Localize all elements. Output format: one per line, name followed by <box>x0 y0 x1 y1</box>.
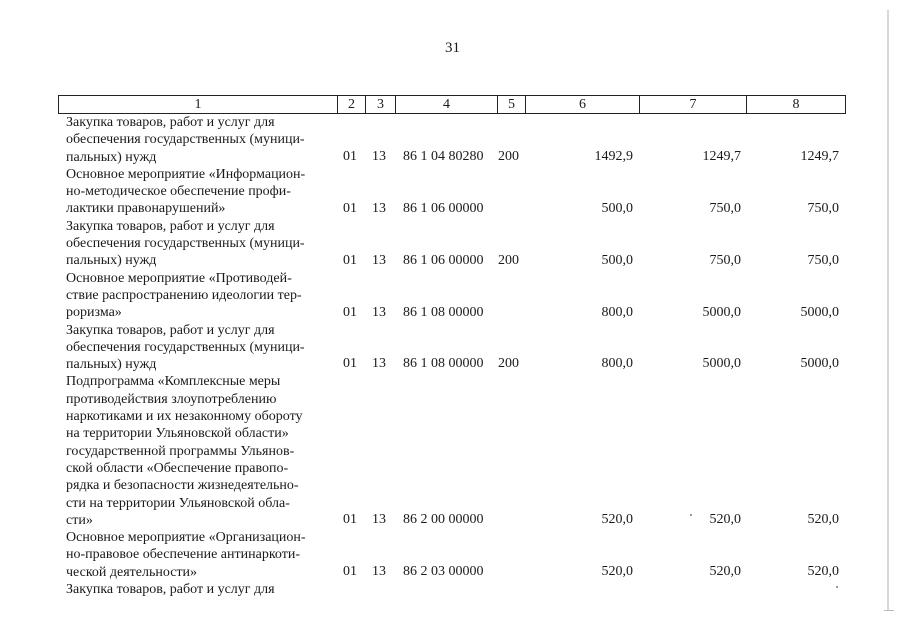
column-header-3: 3 <box>365 96 395 113</box>
row-section: 01 <box>343 512 357 528</box>
row-amount-col6: 500,0 <box>601 252 633 268</box>
row-target-code: 86 1 08 00000 <box>403 356 484 372</box>
scan-edge-mark <box>887 10 889 610</box>
row-subsection: 13 <box>372 356 386 372</box>
row-name: Подпрограмма «Комплексные меры противодействия злоупотреблению наркотиками и их незаконному обороту на территории Ульяновской области» государственной программы Ульянов- ской области «Обеспечение правопо- рядка и безопасности жизнедеятельно- сти на территории Ульяновской обла- сти» <box>66 374 303 528</box>
row-amount-col7: 750,0 <box>709 200 741 216</box>
row-amount-col8: 1249,7 <box>800 148 839 164</box>
column-header-7: 7 <box>639 96 746 113</box>
column-header-8: 8 <box>746 96 845 113</box>
row-section: 01 <box>343 252 357 268</box>
row-amount-col7: 5000,0 <box>702 304 741 320</box>
row-subsection: 13 <box>372 512 386 528</box>
row-amount-col7: 1249,7 <box>702 148 741 164</box>
row-name: Основное мероприятие «Организацион- но-правовое обеспечение антинаркоти- ческой деятельности» <box>66 530 306 580</box>
row-amount-col8: 520,0 <box>807 512 839 528</box>
table-header <box>58 95 846 114</box>
page-number: 31 <box>445 40 460 56</box>
row-amount-col6: 800,0 <box>601 304 633 320</box>
row-amount-col6: 500,0 <box>601 200 633 216</box>
table-row <box>0 218 905 270</box>
row-subsection: 13 <box>372 564 386 580</box>
row-amount-col7: 5000,0 <box>702 356 741 372</box>
row-name: Закупка товаров, работ и услуг для обеспечения государственных (муници- пальных) нужд <box>66 218 305 269</box>
row-amount-col8: 750,0 <box>807 200 839 216</box>
table-row <box>0 114 905 166</box>
row-amount-col6: 1492,9 <box>594 148 633 164</box>
row-amount-col6: 800,0 <box>601 356 633 372</box>
row-name: Закупка товаров, работ и услуг для обеспечения государственных (муници- пальных) нужд <box>66 322 305 373</box>
row-section: 01 <box>343 564 357 580</box>
row-name: Закупка товаров, работ и услуг для обеспечения государственных (муници- пальных) нужд <box>66 115 305 165</box>
row-amount-col8: 5000,0 <box>800 356 839 372</box>
row-amount-col8: 750,0 <box>807 252 839 268</box>
row-section: 01 <box>343 356 357 372</box>
column-header-4: 4 <box>395 96 497 113</box>
table-row <box>0 322 905 374</box>
row-target-code: 86 2 00 00000 <box>403 512 484 528</box>
row-section: 01 <box>343 304 357 320</box>
row-name: Основное мероприятие «Информацион- но-методическое обеспечение профи- лактики правонарушений» <box>66 166 306 217</box>
row-target-code: 86 1 08 00000 <box>403 304 484 320</box>
table-row <box>0 373 905 529</box>
row-subsection: 13 <box>372 252 386 268</box>
row-subsection: 13 <box>372 148 386 164</box>
table-row <box>0 581 905 598</box>
row-amount-col7: 750,0 <box>709 252 741 268</box>
row-target-code: 86 1 06 00000 <box>403 252 484 268</box>
row-subsection: 13 <box>372 200 386 216</box>
row-target-code: 86 2 03 00000 <box>403 564 484 580</box>
row-subsection: 13 <box>372 304 386 320</box>
row-target-code: 86 1 04 80280 <box>403 148 484 164</box>
column-header-6: 6 <box>525 96 639 113</box>
row-expense-type: 200 <box>498 252 519 268</box>
row-amount-col8: 520,0 <box>807 564 839 580</box>
table-row <box>0 529 905 581</box>
row-amount-col7: 520,0 <box>709 512 741 528</box>
row-amount-col7: 520,0 <box>709 564 741 580</box>
row-name: Закупка товаров, работ и услуг для <box>66 582 275 598</box>
table-row <box>0 166 905 218</box>
column-header-1: 1 <box>194 97 202 112</box>
row-name: Основное мероприятие «Противодей- ствие распространению идеологии тер- роризма» <box>66 270 302 321</box>
row-target-code: 86 1 06 00000 <box>403 200 484 216</box>
row-amount-col6: 520,0 <box>601 512 633 528</box>
scan-speck <box>690 514 692 516</box>
table-row <box>0 270 905 322</box>
column-header-5: 5 <box>497 96 525 113</box>
scan-corner-mark <box>884 610 894 611</box>
row-amount-col8: 5000,0 <box>800 304 839 320</box>
row-expense-type: 200 <box>498 148 519 164</box>
column-header-2: 2 <box>337 96 365 113</box>
row-section: 01 <box>343 148 357 164</box>
scan-speck <box>836 586 838 588</box>
table-body <box>0 114 905 598</box>
row-section: 01 <box>343 200 357 216</box>
row-expense-type: 200 <box>498 356 519 372</box>
row-amount-col6: 520,0 <box>601 564 633 580</box>
